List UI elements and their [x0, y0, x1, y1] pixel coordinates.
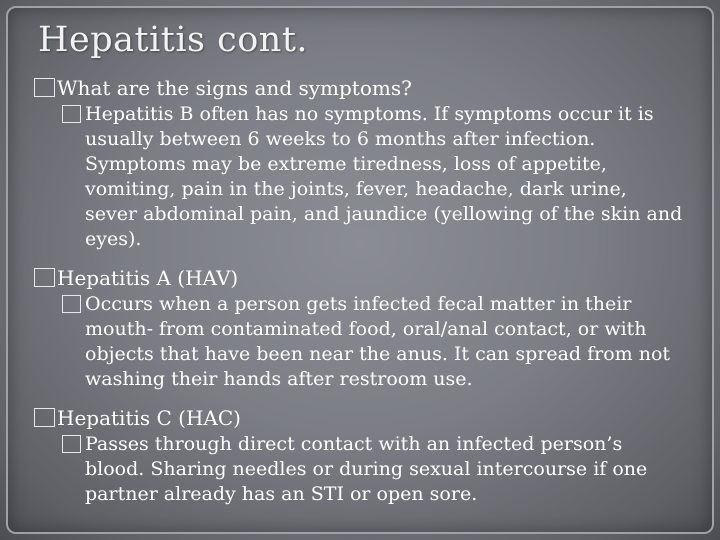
sub-bullet-hepatitis-b — [62, 102, 684, 252]
sub-bullet-text: Hepatitis B often has no symptoms. If symptoms occur it is usually between 6 weeks to 6 months after infection. Symptoms may be extreme tiredness, loss of appetite, vomiting, pain in the joints, fever, headache, dark urine, sever abdominal pain, and jaundice (yellowing of the skin and eyes). — [85, 103, 683, 250]
bullet-text: What are the signs and symptoms? — [57, 76, 412, 100]
slide-body — [34, 76, 684, 511]
bullet-box-icon — [62, 295, 81, 313]
bullet-box-icon — [34, 268, 55, 287]
sub-bullet-text: Passes through direct contact with an infected person’s blood. Sharing needles or during sexual intercourse if one partner already has an STI or open sore. — [85, 433, 648, 505]
bullet-text: Hepatitis C (HAC) — [57, 406, 241, 430]
bullet-box-icon — [34, 408, 55, 427]
bullet-box-icon — [62, 105, 81, 123]
bullet-hepatitis-c — [34, 406, 684, 430]
bullet-signs-symptoms — [34, 76, 684, 100]
bullet-box-icon — [62, 435, 81, 453]
bullet-text: Hepatitis A (HAV) — [57, 266, 239, 290]
bullet-box-icon — [34, 78, 55, 97]
slide-title: Hepatitis cont. — [38, 20, 309, 60]
sub-bullet-hepatitis-c — [62, 432, 684, 507]
sub-bullet-hepatitis-a — [62, 292, 684, 392]
bullet-hepatitis-a — [34, 266, 684, 290]
sub-bullet-text: Occurs when a person gets infected fecal matter in their mouth- from contaminated food, oral/anal contact, or with objects that have been near the anus. It can spread from not washing their hands after restroom use. — [85, 293, 671, 390]
